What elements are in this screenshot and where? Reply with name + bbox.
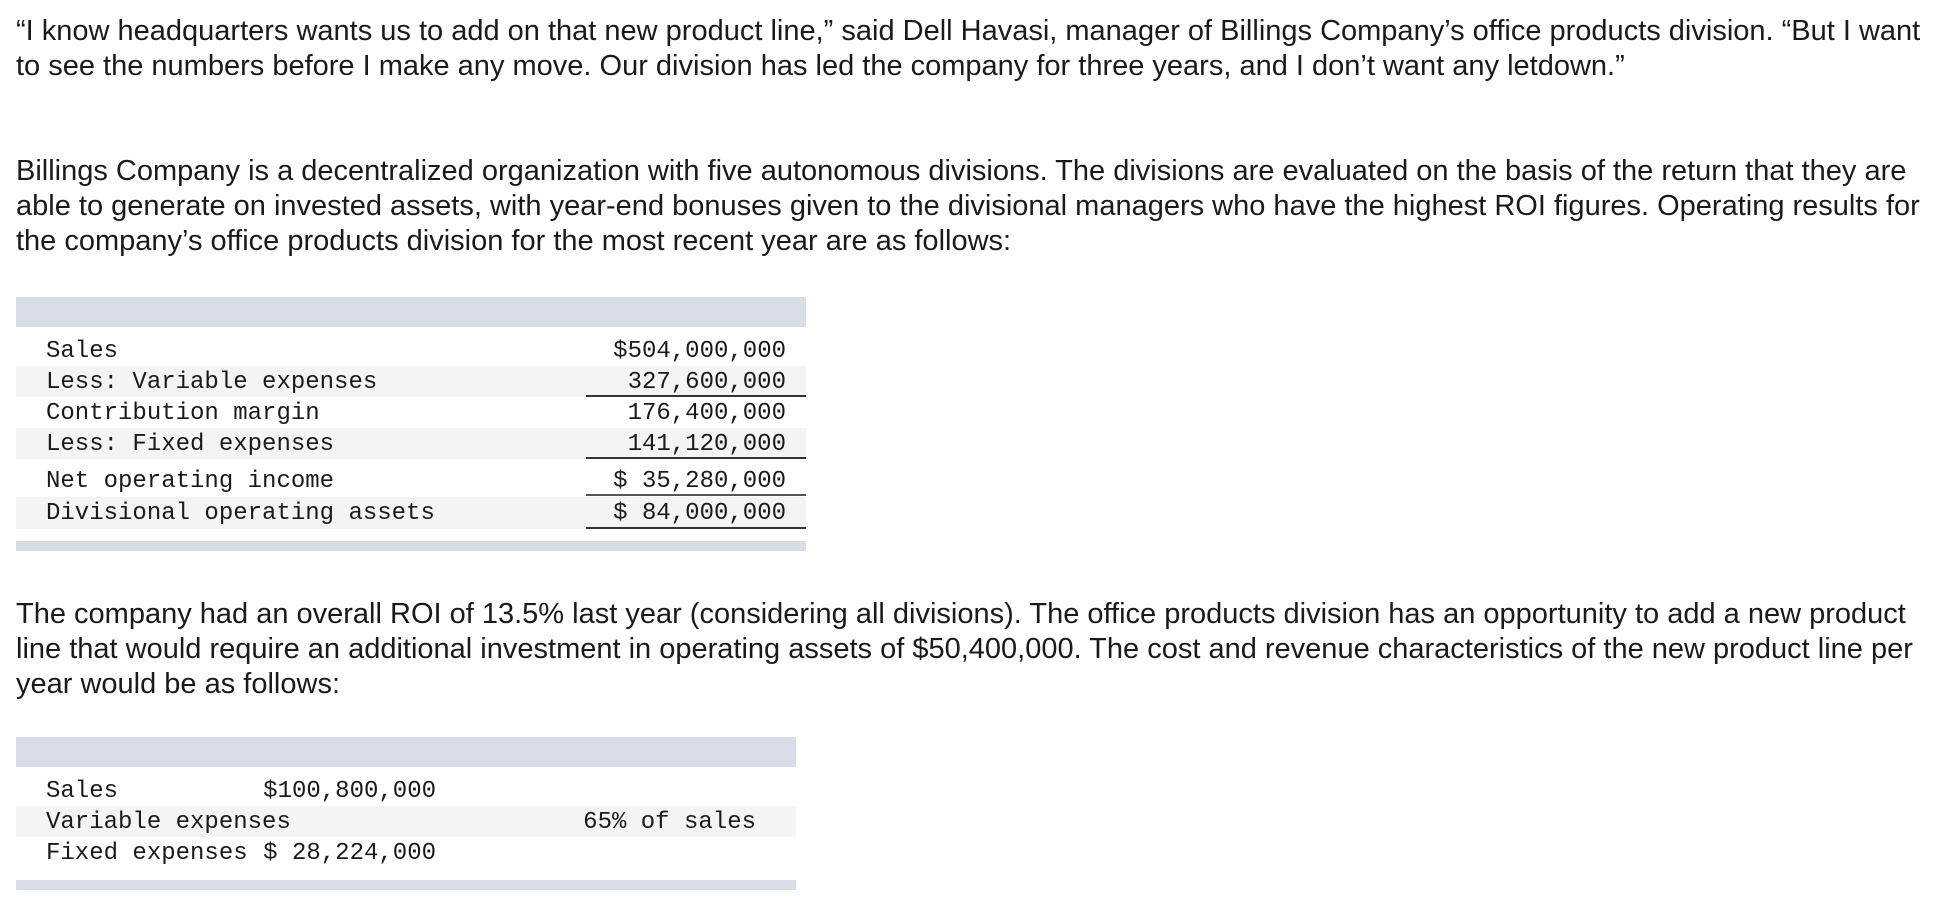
- table-row: [16, 806, 796, 837]
- row-note: 65% of sales: [583, 809, 756, 836]
- operating-results-table: [16, 297, 806, 551]
- new-product-line-paragraph: The company had an overall ROI of 13.5% last year (considering all divisions). The office products division has an opportunity to add a new product line that would require an additional investment in operating assets of $50,400,000. The cost and revenue characteristics of the new product line per year would be as follows:: [16, 598, 1913, 700]
- table-row: [16, 463, 806, 497]
- row-label: Divisional operating assets: [46, 500, 435, 527]
- row-value: $504,000,000: [613, 338, 786, 365]
- row-label: Variable expenses: [46, 809, 291, 836]
- row-value: $ 28,224,000: [263, 840, 436, 867]
- row-label: Less: Fixed expenses: [46, 431, 335, 458]
- row-value: 327,600,000: [627, 369, 786, 396]
- table-header-band: [16, 297, 806, 327]
- table-row: [16, 335, 806, 366]
- table-footer-band: [16, 541, 806, 551]
- table-row: [16, 366, 806, 397]
- table-header-band: [16, 737, 796, 767]
- table-row: [16, 775, 796, 806]
- row-label: Contribution margin: [46, 400, 320, 427]
- table-row: [16, 837, 796, 868]
- row-label: Sales: [46, 778, 119, 805]
- table-row: [16, 397, 806, 428]
- row-value: 176,400,000: [627, 400, 786, 427]
- table-footer-band: [16, 880, 796, 890]
- table-row: [16, 428, 806, 459]
- row-label: Net operating income: [46, 468, 335, 495]
- row-value: 141,120,000: [627, 431, 786, 458]
- row-label: Sales: [46, 338, 119, 365]
- table-row: [16, 497, 806, 529]
- row-value: $ 84,000,000: [613, 500, 786, 527]
- subtotal-underline: [586, 457, 806, 459]
- total-underline: [586, 527, 806, 529]
- row-label: Fixed expenses: [46, 840, 248, 867]
- row-value: $100,800,000: [263, 778, 436, 805]
- new-product-line-table: [16, 737, 796, 890]
- row-value: $ 35,280,000: [613, 468, 786, 495]
- intro-quote-paragraph: “I know headquarters wants us to add on that new product line,” said Dell Havasi, manager of Billings Company’s office products division. “But I want to see the numbers before I make any move. Our division has led the company for three years, and I don’t want any letdown.”: [16, 15, 1921, 82]
- company-description-paragraph: Billings Company is a decentralized organization with five autonomous divisions. The divisions are evaluated on the basis of the return that they are able to generate on invested assets, with year-end bonuses given to the divisional managers who have the highest ROI figures. Operating results for the company’s office products division for the most recent year are as follows:: [16, 155, 1920, 257]
- row-label: Less: Variable expenses: [46, 369, 378, 396]
